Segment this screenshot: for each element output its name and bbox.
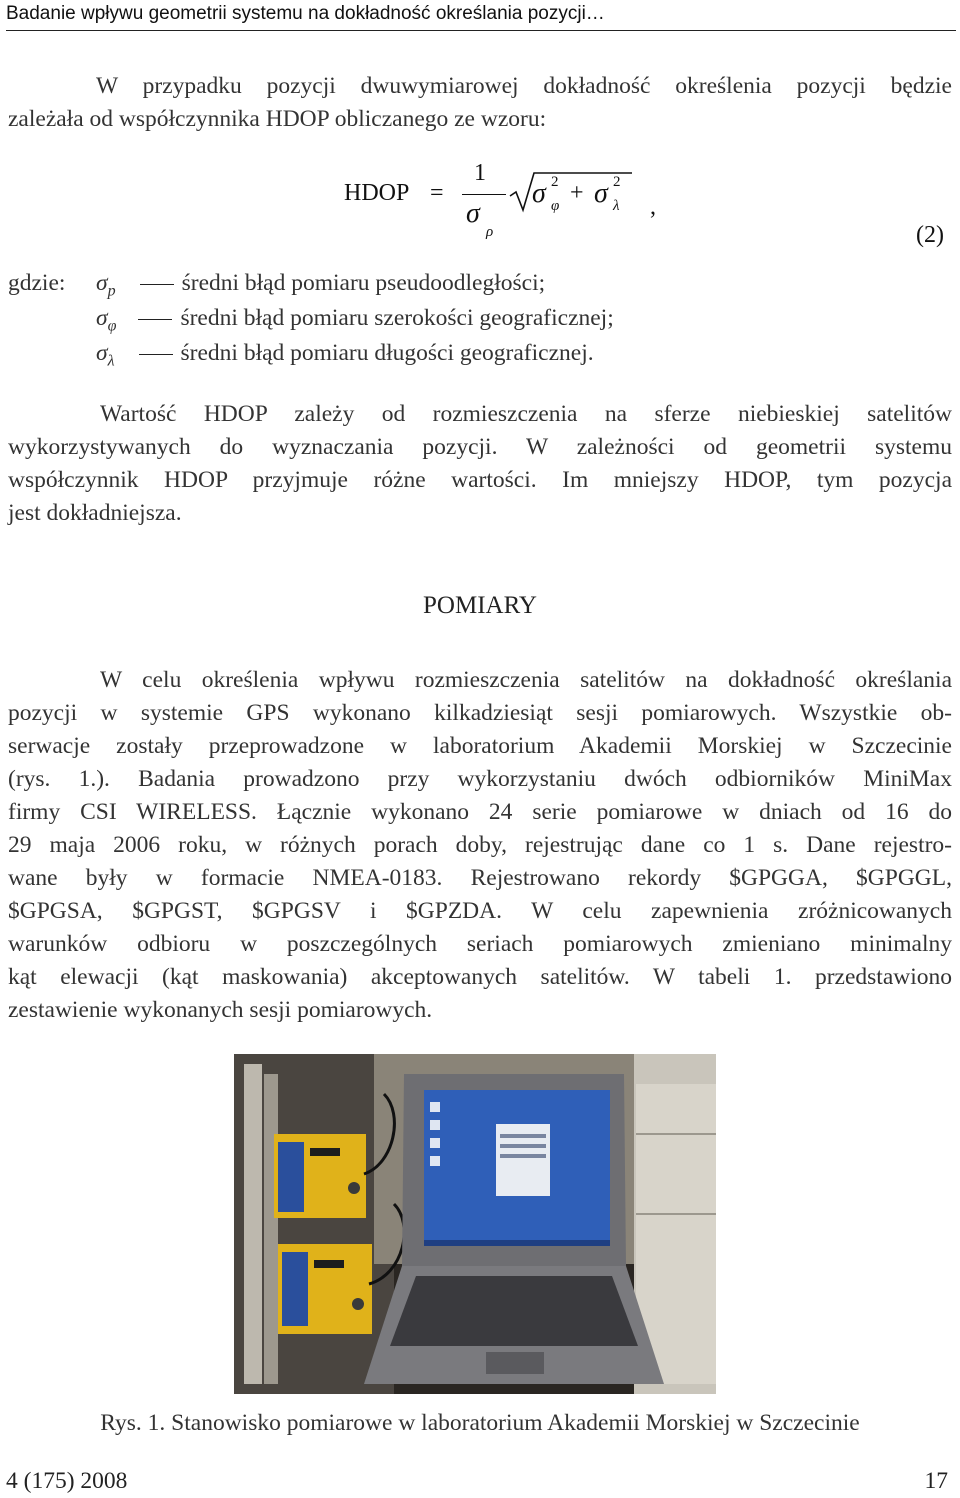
legend-text: średni błąd pomiaru pseudoodległości; (181, 270, 546, 296)
legend-symbol: σ (96, 340, 108, 366)
journal-issue: 4 (175) 2008 (6, 1468, 128, 1494)
lab-photograph (234, 1054, 716, 1394)
running-header: Badanie wpływu geometrii systemu na dokładność określania pozycji… (6, 2, 956, 31)
formula-rho-subscript: ρ (486, 224, 494, 240)
text-line: zestawienie wykonanych sesji pomiarowych. (8, 997, 433, 1023)
formula-sigma-lambda: σ (594, 178, 608, 209)
intro-line: zależała od współczynnika HDOP obliczanego ze wzoru: (8, 106, 547, 132)
legend-dash (140, 284, 174, 285)
formula-exp-phi: 2 (551, 174, 559, 190)
measurement-paragraph (8, 664, 952, 1027)
section-heading: POMIARY (423, 592, 537, 619)
text-line: wane były w formacie NMEA-0183. Rejestrowano rekordy $GPGGA, $GPGGL, (8, 865, 952, 891)
text-line: kąt elewacji (kąt maskowania) akceptowanych satelitów. W tabeli 1. przedstawiono (8, 964, 952, 990)
figure-caption: Rys. 1. Stanowisko pomiarowe w laboratorium Akademii Morskiej w Szczecinie (100, 1410, 860, 1436)
text-line: pozycji w systemie GPS wykonano kilkadziesiąt sesji pomiarowych. Wszystkie ob- (8, 700, 952, 726)
text-line: W celu określenia wpływu rozmieszczenia satelitów na dokładność określania (100, 667, 952, 693)
text-line: współczynnik HDOP przyjmuje różne wartości. Im mniejszy HDOP, tym pozycja (8, 467, 952, 493)
intro-paragraph (8, 70, 952, 136)
legend-subscript: λ (107, 352, 115, 370)
legend-row (96, 338, 594, 377)
equation-number: (2) (916, 222, 944, 248)
legend-subscript: φ (107, 317, 117, 335)
legend-row (96, 303, 614, 342)
legend-prefix: gdzie: (8, 270, 66, 296)
page-number: 17 (924, 1468, 948, 1494)
formula-sigma-phi: σ (532, 178, 546, 209)
gps-receiver-top (274, 1134, 366, 1218)
fraction-bar (462, 194, 506, 195)
legend-symbol: σ (96, 305, 108, 331)
text-line: jest dokładniejsza. (8, 500, 182, 526)
text-line: wykorzystywanych do wyznaczania pozycji. W zależności od geometrii systemu (8, 434, 952, 460)
text-line: serwacje zostały przeprowadzone w laboratorium Akademii Morskiej w Szczecinie (8, 733, 952, 759)
legend-dash (139, 354, 173, 355)
text-line: firmy CSI WIRELESS. Łącznie wykonano 24 serie pomiarowe w dniach od 16 do (8, 799, 952, 825)
laptop (364, 1074, 664, 1384)
text-line: 29 maja 2006 roku, w różnych porach doby, rejestrując dane co 1 s. Dane rejestro- (8, 832, 952, 858)
formula-sigma-rho: σ (466, 198, 480, 229)
hdop-paragraph (8, 398, 952, 530)
formula-numerator: 1 (474, 160, 486, 186)
formula-lhs: HDOP (344, 180, 410, 206)
legend-subscript: p (107, 282, 116, 300)
gps-receiver-bottom (278, 1244, 372, 1334)
intro-line: W przypadku pozycji dwuwymiarowej dokładność określenia pozycji będzie (96, 73, 952, 99)
text-line: Wartość HDOP zależy od rozmieszczenia na sferze niebieskiej satelitów (100, 401, 952, 427)
formula-lambda-subscript: λ (613, 198, 620, 214)
text-line: (rys. 1.). Badania prowadzono przy wykorzystaniu dwóch odbiorników MiniMax (8, 766, 952, 792)
legend-symbol: σ (96, 270, 108, 296)
formula-comma: , (650, 194, 656, 220)
legend-dash (138, 319, 172, 320)
legend-row (8, 268, 545, 307)
text-line: $GPGSA, $GPGST, $GPGSV i $GPZDA. W celu zapewnienia zróżnicowanych (8, 898, 952, 924)
lab-photo-illustration (234, 1054, 716, 1394)
legend-text: średni błąd pomiaru długości geograficznej. (180, 340, 594, 366)
legend-text: średni błąd pomiaru szerokości geograficznej; (180, 305, 614, 331)
formula-phi-subscript: φ (551, 198, 560, 214)
formula-equals: = (430, 180, 444, 206)
text-line: warunków odbioru w poszczególnych seriach pomiarowych zmieniano minimalny (8, 931, 952, 957)
formula-plus: + (570, 180, 584, 206)
formula-exp-lambda: 2 (613, 174, 621, 190)
